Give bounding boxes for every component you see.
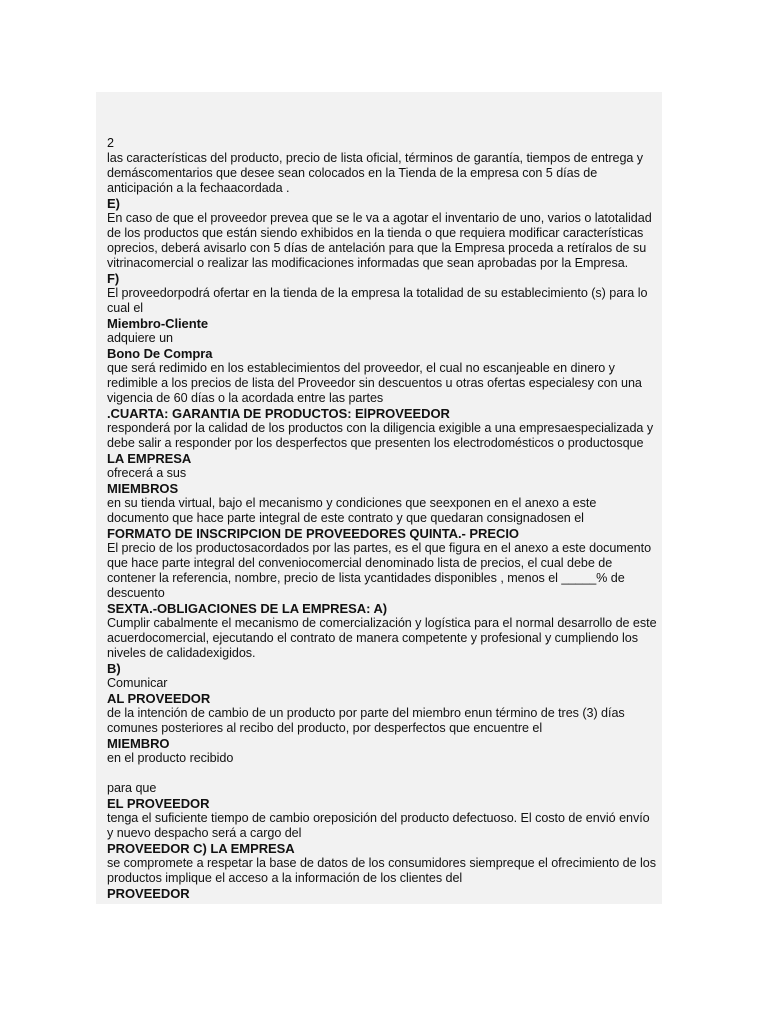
text-heading-line: PROVEEDOR <box>107 886 190 901</box>
text-line: descuento <box>107 586 165 600</box>
text-line: debe salir a responder por los desperfectos que presenten los electrodomésticos o productosque <box>107 436 644 450</box>
text-line: El precio de los productosacordados por las partes, es el que figura en el anexo a este documento <box>107 541 652 555</box>
text-line: de los productos que están siendo exhibidos en la tienda o que requiera modificar características <box>107 226 644 240</box>
document-page <box>96 92 662 904</box>
text-line: de la intención de cambio de un producto por parte del miembro enun término de tres (3) días <box>107 706 625 720</box>
text-heading-line: SEXTA.-OBLIGACIONES DE LA EMPRESA: A) <box>107 601 388 616</box>
text-line: anticipación a la fechaacordada . <box>107 181 290 195</box>
text-line: en el producto recibido <box>107 751 234 765</box>
text-line: vitrinacomercial o realizar las modificaciones informadas que sean aprobadas por la Empresa. <box>107 256 629 270</box>
text-line: oprecios, deberá avisarlo con 5 días de antelación para que la Empresa proceda a retíralos de su <box>107 241 647 255</box>
text-heading-line: LA EMPRESA <box>107 451 192 466</box>
text-line: Comunicar <box>107 676 168 690</box>
text-line: Cumplir cabalmente el mecanismo de comercialización y logística para el normal desarrollo de este <box>107 616 657 630</box>
text-line: adquiere un <box>107 331 173 345</box>
text-line: responderá por la calidad de los productos con la diligencia exigible a una empresaespecializada y <box>107 421 654 435</box>
text-line: ofrecerá a sus <box>107 466 187 480</box>
text-heading-line: Miembro-Cliente <box>107 316 209 331</box>
text-heading-line: EL PROVEEDOR <box>107 796 210 811</box>
text-line: El proveedorpodrá ofertar en la tienda de la empresa la totalidad de su establecimiento (s) para lo <box>107 286 648 300</box>
text-line: tenga el suficiente tiempo de cambio oreposición del producto defectuoso. El costo de envió envío <box>107 811 650 825</box>
text-line: niveles de calidadexigidos. <box>107 646 256 660</box>
text-heading-line: F) <box>107 271 120 286</box>
text-line: para que <box>107 781 157 795</box>
text-line: documento que hace parte integral de este contrato y que quedaran consignadosen el <box>107 511 584 525</box>
text-line: que hace parte integral del conveniocomercial denominado lista de precios, el cual debe de <box>107 556 613 570</box>
text-heading-line: PROVEEDOR C) LA EMPRESA <box>107 841 295 856</box>
text-line: acuerdocomercial, ejecutando el contrato de manera competente y profesional y cumpliendo los <box>107 631 638 645</box>
text-heading-line: .CUARTA: GARANTIA DE PRODUCTOS: ElPROVEEDOR <box>107 406 450 421</box>
text-line: contener la referencia, nombre, precio de lista ycantidades disponibles , menos el _____% de <box>107 571 625 585</box>
text-line: redimible a los precios de lista del Proveedor sin descuentos u otras ofertas especialesy con una <box>107 376 642 390</box>
text-heading-line: FORMATO DE INSCRIPCION DE PROVEEDORES QUINTA.- PRECIO <box>107 526 519 541</box>
text-line: y nuevo despacho será a cargo del <box>107 826 302 840</box>
text-heading-line: MIEMBROS <box>107 481 179 496</box>
text-heading-line: Bono De Compra <box>107 346 213 361</box>
text-heading-line: MIEMBRO <box>107 736 170 751</box>
text-line: se compromete a respetar la base de datos de los consumidores siempreque el ofrecimiento de los <box>107 856 656 870</box>
text-heading-line: B) <box>107 661 121 676</box>
text-line: productos implique el acceso a la información de los clientes del <box>107 871 463 885</box>
text-line: que será redimido en los establecimientos del proveedor, el cual no escanjeable en dinero y <box>107 361 615 375</box>
text-heading-line: AL PROVEEDOR <box>107 691 211 706</box>
text-line: cual el <box>107 301 144 315</box>
document-text <box>107 136 656 901</box>
text-line: comunes posteriores al recibo del producto, por desperfectos que encuentre el <box>107 721 543 735</box>
text-line <box>107 766 656 781</box>
text-line: En caso de que el proveedor prevea que se le va a agotar el inventario de uno, varios o latotalidad <box>107 211 652 225</box>
text-heading-line: E) <box>107 196 120 211</box>
text-line: vigencia de 60 días o la acordada entre las partes <box>107 391 384 405</box>
text-line: en su tienda virtual, bajo el mecanismo y condiciones que seexponen en el anexo a este <box>107 496 597 510</box>
text-line: 2 <box>107 136 114 150</box>
text-line: demáscomentarios que desee sean colocados en la Tienda de la empresa con 5 días de <box>107 166 598 180</box>
text-line: las características del producto, precio de lista oficial, términos de garantía, tiempos de entrega y <box>107 151 644 165</box>
